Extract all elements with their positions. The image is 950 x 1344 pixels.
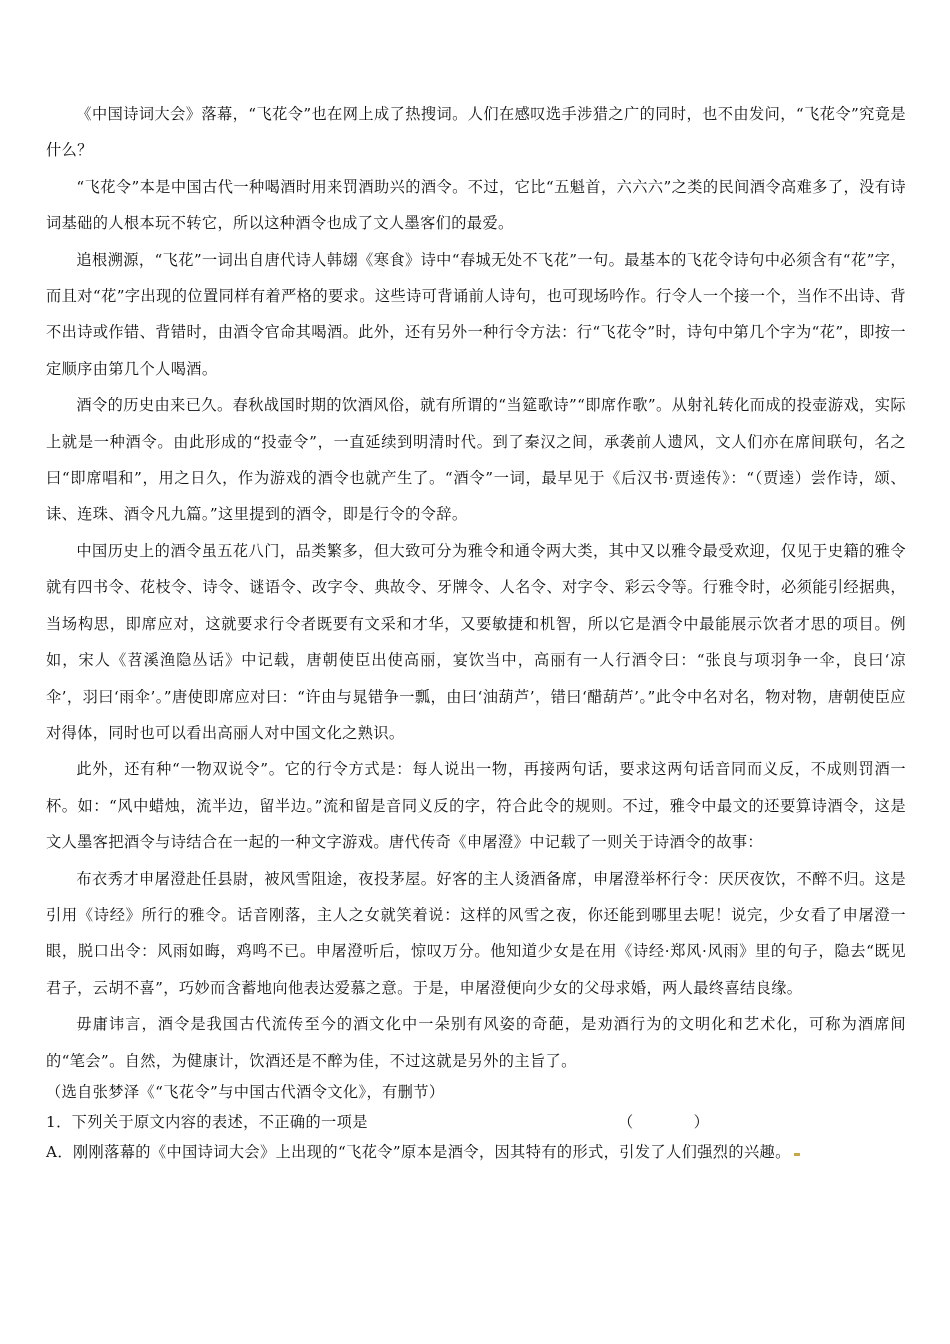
article-paragraph-4: 酒令的历史由来已久。春秋战国时期的饮酒风俗，就有所谓的“当筵歌诗”“即席作歌”。从射礼转化而成的投壶游戏，实际上就是一种酒令。由此形成的“投壶令”，一直延续到明清时代。到了秦汉之间，承袭前人遗风，文人们亦在席间联句，名之曰“即席唱和”，用之日久，作为游戏的酒令也就产生了。“酒令”一词，最早见于《后汉书·贾逵传》：“（贾逵）尝作诗，颂、诔、连珠、酒令凡九篇。”这里提到的酒令，即是行令的令辞。 — [46, 396, 906, 524]
article-source: （选自张梦泽《“飞花令”与中国古代酒令文化》，有删节） — [46, 1082, 445, 1101]
question-1 — [46, 1107, 906, 1137]
article-paragraph-1: 《中国诗词大会》落幕，“飞花令”也在网上成了热搜词。人们在感叹选手涉猎之广的同时，也不由发问，“飞花令”究竟是什么？ — [46, 105, 906, 160]
document-page — [46, 96, 906, 1167]
article-paragraph-5: 中国历史上的酒令虽五花八门，品类繁多，但大致可分为雅令和通令两大类，其中又以雅令最受欢迎，仅见于史籍的雅令就有四书令、花枝令、诗令、谜语令、改字令、典故令、牙牌令、人名令、对字令、彩云令等。行雅令时，必须能引经据典，当场构思，即席应对，这就要求行令者既要有文采和才华，又要敏捷和机智，所以它是酒令中最能展示饮者才思的项目。例如，宋人《苕溪渔隐丛话》中记载，唐朝使臣出使高丽，宴饮当中，高丽有一人行酒令曰：“张良与项羽争一伞，良曰‘凉伞’，羽曰‘雨伞’。”唐使即席应对曰：“许由与晁错争一瓢，由曰‘油葫芦’，错曰‘醋葫芦’。”此令中名对名，物对物，唐朝使臣应对得体，同时也可以看出高丽人对中国文化之熟识。 — [46, 541, 906, 742]
article-paragraph-8: 毋庸讳言，酒令是我国古代流传至今的酒文化中一朵别有风姿的奇葩，是劝酒行为的文明化和艺术化，可称为酒席间的“笔会”。自然，为健康计，饮酒还是不醉为佳，不过这就是另外的主旨了。 — [46, 1015, 906, 1070]
option-a-text: A．刚刚落幕的《中国诗词大会》上出现的“飞花令”原本是酒令，因其特有的形式，引发了人们强烈的兴趣。 — [46, 1142, 791, 1161]
article-paragraph-6: 此外，还有种“一物双说令”。它的行令方式是：每人说出一物，再接两句话，要求这两句话音同而义反，不成则罚酒一杯。如：“风中蜡烛，流半边，留半边。”流和留是音同义反的字，符合此令的规则。不过，雅令中最文的还要算诗酒令，这是文人墨客把酒令与诗结合在一起的一种文字游戏。唐代传奇《申屠澄》中记载了一则关于诗酒令的故事： — [46, 760, 906, 852]
option-a[interactable] — [46, 1137, 906, 1167]
article-paragraph-3: 追根溯源，“飞花”一词出自唐代诗人韩翃《寒食》诗中“春城无处不飞花”一句。最基本的飞花令诗句中必须含有“花”字，而且对“花”字出现的位置同样有着严格的要求。这些诗可背诵前人诗句，也可现场吟作。行令人一个接一个，当作不出诗、背不出诗或作错、背错时，由酒令官命其喝酒。此外，还有另外一种行令方法：行“飞花令”时，诗句中第几个字为“花”，即按一定顺序由第几个人喝酒。 — [46, 250, 906, 378]
question-stem: 1．下列关于原文内容的表述，不正确的一项是 — [46, 1112, 368, 1131]
article-paragraph-2: “飞花令”本是中国古代一种喝酒时用来罚酒助兴的酒令。不过，它比“五魁首，六六六”之类的民间酒令高难多了，没有诗词基础的人根本玩不转它，所以这种酒令也成了文人墨客们的最爱。 — [46, 177, 906, 233]
answer-blank[interactable]: （ ） — [618, 1112, 719, 1131]
article-paragraph-7: 布衣秀才申屠澄赴任县尉，被风雪阻途，夜投茅屋。好客的主人烫酒备席，申屠澄举杯行令：厌厌夜饮，不醉不归。这是引用《诗经》所行的雅令。话音刚落，主人之女就笑着说：这样的风雪之夜，你还能到哪里去呢！说完，少女看了申屠澄一眼，脱口出令：风雨如晦，鸡鸣不已。申屠澄听后，惊叹万分。他知道少女是在用《诗经·郑风·风雨》里的句子，隐去“既见君子，云胡不喜”，巧妙而含蓄地向他表达爱慕之意。于是，申屠澄便向少女的父母求婚，两人最终喜结良缘。 — [46, 869, 906, 997]
margin-marker-icon — [794, 1153, 800, 1156]
